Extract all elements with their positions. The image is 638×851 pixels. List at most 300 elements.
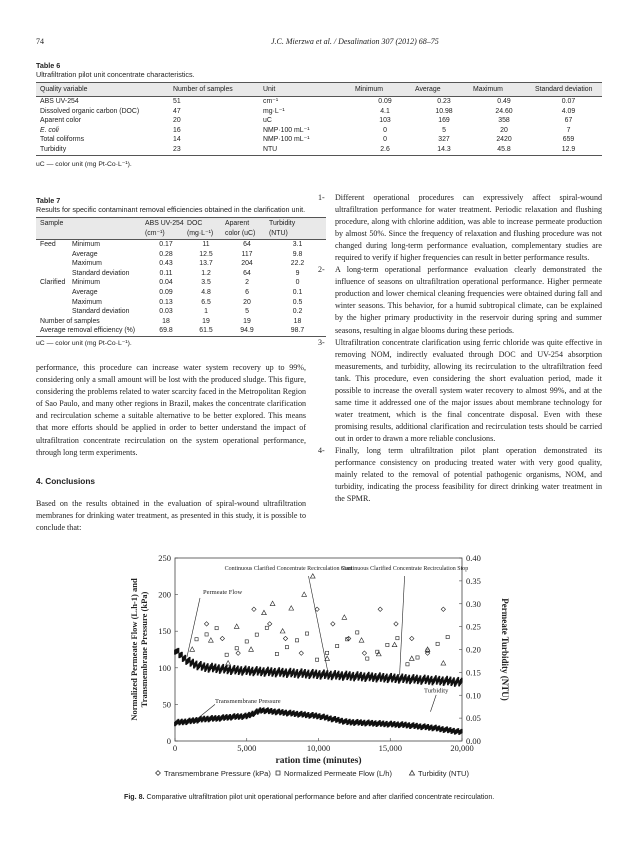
permeate-flow-mark bbox=[234, 665, 236, 670]
permeate-flow-mark bbox=[319, 670, 321, 675]
conclusion-text: Ultrafiltration concentrate clarification using ferric chloride was quite effective in removing NOM, indirectly evaluated through DOC and UV-254 absorption measurements, and turbidity, allowing its recirculation to the ultrafiltration feed tank. This procedure, even considering the short evaluation period, made it possible to increase the overall system water recovery to almost 99%, and at the same time it addressed one of the major issues about membrane technology for water treatment, which is the final concentrate disposal. Even with these promising results, additional clarification and recirculation tests should be carried out in order to drawn a more reliable conclusions. bbox=[335, 337, 602, 443]
table7-cell: 1.2 bbox=[201, 269, 211, 277]
permeate-flow-mark bbox=[304, 669, 306, 674]
permeate-flow-mark bbox=[457, 677, 459, 682]
permeate-flow-mark bbox=[334, 670, 336, 675]
permeate-flow-mark bbox=[345, 671, 347, 676]
table7-cell: 2 bbox=[245, 279, 249, 287]
conclusion-item bbox=[318, 192, 602, 264]
y-left-tick-label: 100 bbox=[158, 662, 171, 673]
table7-cell: Minimum bbox=[72, 241, 100, 248]
table6-col-header: Average bbox=[415, 83, 473, 97]
annotation-permeate-flow-arrow bbox=[187, 598, 200, 657]
figure-8 bbox=[100, 548, 540, 788]
table6-cell: 0 bbox=[383, 126, 387, 134]
tmp-outlier bbox=[220, 636, 224, 640]
permeate-flow-mark bbox=[424, 675, 426, 680]
table6-cell: 51 bbox=[173, 98, 181, 105]
permeate-flow-mark bbox=[196, 661, 198, 666]
table7-header-row bbox=[36, 218, 326, 240]
table7-cell: 0.11 bbox=[159, 269, 173, 277]
table6-col-header: Number of samples bbox=[173, 83, 263, 97]
table7-cell: Feed bbox=[40, 241, 56, 248]
permeate-flow-mark bbox=[240, 666, 242, 671]
permeate-flow-mark bbox=[301, 668, 303, 673]
legend-diamond-icon bbox=[156, 771, 161, 776]
table6-cell: 659 bbox=[562, 136, 575, 144]
permeate-flow-outlier bbox=[235, 647, 238, 650]
table6-cell: 47 bbox=[173, 107, 181, 115]
conclusions-intro bbox=[36, 498, 306, 534]
permeate-flow-mark bbox=[375, 673, 377, 678]
legend-triangle-icon bbox=[409, 770, 414, 775]
annotation-stop: Continuous Clarified Concentrate Recirculation Stop bbox=[340, 566, 469, 572]
table7-row bbox=[36, 259, 326, 269]
permeate-flow-mark bbox=[211, 663, 213, 668]
turbidity-mark bbox=[302, 592, 307, 596]
turbidity-mark bbox=[392, 642, 397, 646]
table7-cell: 20 bbox=[243, 298, 251, 306]
permeate-flow-mark bbox=[267, 667, 269, 672]
tmp-outlier bbox=[204, 622, 208, 626]
tmp-outlier bbox=[283, 636, 287, 640]
table6-cell: NTU bbox=[263, 145, 355, 155]
permeate-flow-outlier bbox=[326, 651, 329, 654]
permeate-flow-mark bbox=[360, 672, 362, 677]
permeate-flow-outlier bbox=[255, 633, 258, 636]
permeate-flow-mark bbox=[401, 674, 403, 679]
permeate-flow-mark bbox=[379, 672, 381, 677]
permeate-flow-mark bbox=[352, 672, 354, 677]
table6-cell: cm⁻¹ bbox=[263, 98, 279, 105]
table7-cell: 18 bbox=[162, 317, 170, 325]
permeate-flow-mark bbox=[397, 674, 399, 679]
table6-cell: 0 bbox=[383, 136, 387, 144]
permeate-flow-mark bbox=[450, 677, 452, 682]
table6-cell: 14 bbox=[173, 136, 181, 144]
conclusion-number: 1- bbox=[318, 193, 325, 202]
table7-cell: 19 bbox=[202, 317, 210, 325]
table6-cell: 0.23 bbox=[437, 98, 451, 105]
y-right-tick-label: 0.00 bbox=[466, 736, 481, 746]
table7-cell: 9.8 bbox=[292, 250, 303, 258]
table6-col-header: Unit bbox=[263, 83, 355, 97]
legend-square-icon bbox=[276, 771, 280, 775]
table7-cell: 3.1 bbox=[292, 241, 303, 248]
table6-cell: NMP·100 mL⁻¹ bbox=[263, 136, 310, 144]
x-tick-label: 5,000 bbox=[237, 743, 257, 753]
permeate-flow-outlier bbox=[205, 633, 208, 636]
table7-cell: 11 bbox=[202, 241, 210, 248]
table7-cell: Average removal efficiency (%) bbox=[36, 326, 145, 336]
permeate-flow-mark bbox=[446, 676, 448, 681]
table6-cell: 169 bbox=[438, 117, 450, 125]
table7-row bbox=[36, 326, 326, 336]
permeate-flow-outlier bbox=[285, 646, 288, 649]
turbidity-mark bbox=[249, 647, 254, 651]
table7-cell: 22.2 bbox=[290, 260, 305, 268]
permeate-flow-mark bbox=[408, 675, 410, 680]
permeate-flow-mark bbox=[438, 676, 440, 681]
permeate-flow-mark bbox=[330, 671, 332, 676]
permeate-flow-mark bbox=[181, 652, 183, 657]
permeate-flow-outlier bbox=[245, 640, 248, 643]
tmp-outlier bbox=[410, 636, 414, 640]
permeate-flow-outlier bbox=[225, 653, 228, 656]
table6-cell: 12.9 bbox=[535, 145, 602, 155]
table6-row bbox=[36, 107, 602, 117]
permeate-flow-mark bbox=[461, 678, 463, 683]
conclusion-text: A long-term operational performance evaluation clearly demonstrated the influence of seasons on ultrafiltration operational performance. Higher permeate production and lower chemical cleaning frequencies were obtained during fall and winter seasons. This behavior, for a humid subtropical climate, can be explained by the higher primary productivity in the reservoir during spring and summer seasons, resulting in algae blooms during these periods. bbox=[335, 265, 602, 335]
table6-cell: 45.8 bbox=[473, 145, 535, 155]
turbidity-mark bbox=[262, 610, 267, 614]
permeate-flow-mark bbox=[218, 664, 220, 669]
turbidity-mark bbox=[310, 574, 315, 578]
table7 bbox=[36, 217, 326, 337]
permeate-flow-mark bbox=[200, 661, 202, 666]
permeate-flow-mark bbox=[349, 671, 351, 676]
table6-cell: 2420 bbox=[496, 136, 512, 144]
annotation-permeate-flow: Permeate Flow bbox=[203, 589, 243, 596]
table7-col-header bbox=[225, 218, 269, 240]
table7-cell: 64 bbox=[243, 241, 251, 248]
permeate-flow-mark bbox=[229, 666, 231, 671]
legend-label: Normalized Permeate Flow (L/h) bbox=[284, 769, 392, 778]
table7-col-header-line1: DOC bbox=[187, 220, 203, 227]
turbidity-mark bbox=[289, 606, 294, 610]
table6-title: Ultrafiltration pilot unit concentrate characteristics. bbox=[36, 70, 195, 79]
turbidity-mark bbox=[190, 647, 195, 651]
table7-row bbox=[36, 288, 326, 298]
table6-cell: Dissolved organic carbon (DOC) bbox=[40, 107, 140, 115]
table7-cell: Maximum bbox=[72, 260, 102, 268]
table7-col-header-line2: (mg·L⁻¹) bbox=[187, 229, 214, 237]
tmp-outlier bbox=[331, 622, 335, 626]
permeate-flow-outlier bbox=[295, 639, 298, 642]
table7-cell bbox=[36, 288, 72, 298]
permeate-flow-outlier bbox=[315, 658, 318, 661]
table7-cell: 6 bbox=[245, 288, 249, 296]
table7-row bbox=[36, 317, 326, 327]
permeate-flow-mark bbox=[419, 675, 421, 680]
table7-cell: 0.09 bbox=[159, 288, 173, 296]
table6-cell: 4.09 bbox=[561, 107, 576, 115]
conclusion-text: Different operational procedures can expressively affect spiral-wound ultrafiltration performance for water treatment. Periodic relaxation and flushing procedure, along with chlorine addition, was able to increase permeate production by almost 50%. Since the frequency of relaxation and flushing procedure was not changed during long-term performance evaluation, complementary studies are required to verify if higher frequencies can result in better performance results. bbox=[335, 193, 602, 263]
turbidity-mark bbox=[234, 624, 239, 628]
table7-cell: Clarified bbox=[40, 279, 66, 287]
table7-row bbox=[36, 298, 326, 308]
tmp-outlier bbox=[441, 607, 445, 611]
table6-cell: uC bbox=[263, 117, 272, 125]
permeate-flow-mark bbox=[215, 664, 217, 669]
figure-caption-label: Fig. 8. bbox=[124, 793, 145, 801]
permeate-flow-mark bbox=[413, 674, 415, 679]
table7-cell: 64 bbox=[243, 269, 251, 277]
x-tick-label: 15,000 bbox=[378, 743, 402, 753]
permeate-flow-mark bbox=[256, 666, 258, 671]
permeate-flow-mark bbox=[263, 667, 265, 672]
table7-title: Results for specific contaminant removal efficiencies obtained in the clarification unit. bbox=[36, 205, 306, 214]
table7-label: Table 7 bbox=[36, 196, 61, 205]
table6-cell: 0.49 bbox=[497, 98, 511, 105]
permeate-flow-mark bbox=[427, 675, 429, 680]
table6-cell: NMP·100 mL⁻¹ bbox=[263, 126, 310, 134]
table6-cell: 4.1 bbox=[380, 107, 390, 115]
table7-cell: 69.8 bbox=[145, 326, 187, 336]
performance-chart bbox=[100, 548, 540, 788]
turbidity-mark bbox=[280, 629, 285, 633]
tmp-outlier bbox=[394, 622, 398, 626]
permeate-flow-outlier bbox=[406, 663, 409, 666]
y-right-tick-label: 0.40 bbox=[466, 553, 481, 563]
table7-note: uC — color unit (mg Pt-Co·L⁻¹). bbox=[36, 340, 132, 347]
permeate-flow-mark bbox=[178, 648, 180, 653]
table7-col-header bbox=[145, 218, 187, 240]
table7-cell: 204 bbox=[241, 260, 253, 268]
permeate-flow-mark bbox=[222, 664, 224, 669]
y-right-tick-label: 0.30 bbox=[466, 598, 481, 609]
turbidity-mark bbox=[359, 638, 364, 642]
table6-cell: Aparent color bbox=[40, 117, 81, 125]
table6-cell: 14.3 bbox=[415, 145, 473, 155]
permeate-flow-mark bbox=[442, 676, 444, 681]
table6-cell: E. coli bbox=[40, 126, 59, 134]
permeate-flow-mark bbox=[364, 672, 366, 677]
conclusion-item bbox=[318, 264, 602, 336]
table7-cell: Number of samples bbox=[40, 317, 100, 325]
permeate-flow-mark bbox=[248, 666, 250, 671]
tmp-outlier bbox=[378, 607, 382, 611]
table7-col-header-line2: (cm⁻¹) bbox=[145, 229, 165, 237]
permeate-flow-mark bbox=[293, 668, 295, 673]
permeate-flow-mark bbox=[416, 675, 418, 680]
journal-citation: J.C. Mierzwa et al. / Desalination 307 (2012) 68–75 bbox=[271, 37, 439, 46]
table7-cell: 0.5 bbox=[292, 298, 303, 306]
figure-caption bbox=[124, 793, 494, 801]
permeate-flow-mark bbox=[390, 673, 392, 678]
table6-cell: 103 bbox=[379, 117, 391, 125]
table7-cell: 0.17 bbox=[159, 241, 173, 248]
table7-col-header-line2: color (uC) bbox=[225, 229, 256, 237]
permeate-flow-mark bbox=[184, 655, 186, 660]
y-left-axis-label-line2: Transmembrane Pressure (kPa) bbox=[139, 591, 149, 708]
turbidity-mark bbox=[409, 656, 414, 660]
page-number: 74 bbox=[36, 37, 44, 46]
table6-cell: 7 bbox=[566, 126, 571, 134]
table7-col-header bbox=[36, 218, 72, 240]
table7-cell: Standard deviation bbox=[72, 269, 130, 277]
y-right-tick-label: 0.05 bbox=[466, 713, 481, 724]
table6-cell: 358 bbox=[498, 117, 510, 125]
tmp-mark bbox=[461, 729, 463, 733]
permeate-flow-outlier bbox=[336, 644, 339, 647]
table7-col-header-line1: Aparent bbox=[225, 220, 250, 227]
table6-cell: Total coliforms bbox=[40, 136, 85, 144]
turbidity-mark bbox=[441, 661, 446, 665]
table7-col-header bbox=[72, 218, 145, 240]
permeate-flow-mark bbox=[274, 668, 276, 673]
permeate-flow-mark bbox=[259, 667, 261, 672]
legend-label: Turbidity (NTU) bbox=[418, 769, 469, 778]
annotation-stop-arrow bbox=[400, 576, 405, 675]
table7-cell: Average bbox=[72, 250, 98, 258]
table7-col-header-line1: Turbidity bbox=[269, 220, 296, 227]
permeate-flow-outlier bbox=[275, 652, 278, 655]
table7-cell bbox=[36, 269, 72, 279]
permeate-flow-mark bbox=[315, 670, 317, 675]
permeate-flow-mark bbox=[368, 672, 370, 677]
conclusions-list bbox=[318, 192, 602, 505]
permeate-flow-mark bbox=[435, 675, 437, 680]
permeate-flow-outlier bbox=[356, 631, 359, 634]
table6-row bbox=[36, 97, 602, 107]
permeate-flow-mark bbox=[357, 671, 359, 676]
y-right-tick-label: 0.25 bbox=[466, 621, 481, 632]
table7-cell: 0.1 bbox=[292, 288, 303, 296]
table6-col-header: Standard deviation bbox=[535, 83, 602, 97]
permeate-flow-mark bbox=[338, 671, 340, 676]
table7-cell: 6.5 bbox=[201, 298, 211, 306]
table6-cell: mg·L⁻¹ bbox=[263, 107, 285, 115]
table6-col-header: Maximum bbox=[473, 83, 535, 97]
table7-cell: Maximum bbox=[72, 298, 102, 306]
table6-col-header: Quality variable bbox=[36, 83, 173, 97]
table7-cell: 0.2 bbox=[292, 308, 303, 316]
table6 bbox=[36, 82, 602, 156]
x-tick-label: 20,000 bbox=[450, 743, 474, 753]
table7-cell: 61.5 bbox=[187, 326, 225, 336]
y-left-tick-label: 150 bbox=[158, 626, 171, 637]
tmp-outlier bbox=[362, 651, 366, 655]
table7-row bbox=[36, 307, 326, 317]
table7-cell: 94.9 bbox=[225, 326, 269, 336]
permeate-flow-outlier bbox=[416, 656, 419, 659]
permeate-flow-outlier bbox=[396, 637, 399, 640]
table7-cell: 117 bbox=[241, 250, 253, 258]
table7-cell: 5 bbox=[245, 308, 249, 316]
y-left-tick-label: 250 bbox=[158, 553, 171, 563]
permeate-flow-outlier bbox=[215, 627, 218, 630]
table7-cell: Average bbox=[72, 288, 98, 296]
table6-cell: 16 bbox=[173, 126, 181, 134]
table7-cell bbox=[36, 250, 72, 260]
permeate-flow-outlier bbox=[195, 638, 198, 641]
table7-row bbox=[36, 269, 326, 279]
table7-cell: Standard deviation bbox=[72, 308, 130, 316]
table7-cell: 0.28 bbox=[159, 250, 173, 258]
annotation-tmp: Transmembrane Pressure bbox=[215, 697, 281, 705]
tmp-outlier bbox=[252, 607, 256, 611]
permeate-flow-mark bbox=[394, 674, 396, 679]
permeate-flow-mark bbox=[285, 668, 287, 673]
table7-cell: 13.7 bbox=[199, 260, 213, 268]
table6-cell: 0.07 bbox=[561, 98, 576, 105]
table6-cell: 0.09 bbox=[378, 98, 392, 105]
tmp-outlier bbox=[236, 651, 240, 655]
figure-caption-text: Comparative ultrafiltration pilot unit operational performance before and after clarified concentrate recirculation. bbox=[146, 793, 495, 801]
permeate-flow-outlier bbox=[446, 635, 449, 638]
table7-row bbox=[36, 278, 326, 288]
permeate-flow-mark bbox=[312, 669, 314, 674]
x-tick-label: 0 bbox=[172, 743, 178, 753]
table6-label: Table 6 bbox=[36, 61, 61, 70]
table7-cell: 0.43 bbox=[159, 260, 173, 268]
y-left-tick-label: 0 bbox=[166, 736, 171, 746]
permeate-flow-mark bbox=[431, 676, 433, 681]
discussion-paragraph bbox=[36, 362, 306, 459]
table7-col-header bbox=[187, 218, 225, 240]
annotation-turbidity: Turbidity bbox=[424, 687, 449, 695]
turbidity-mark bbox=[226, 661, 231, 665]
table7-cell: 0.13 bbox=[159, 298, 173, 306]
table7-cell: 9 bbox=[295, 269, 300, 277]
table7-cell: Minimum bbox=[72, 279, 100, 287]
page-header bbox=[36, 37, 602, 49]
y-right-tick-label: 0.15 bbox=[466, 667, 481, 678]
table6-cell: 20 bbox=[173, 117, 181, 125]
annotation-start: Continuous Clarified Concentrate Recirculation Start bbox=[224, 566, 353, 572]
permeate-flow-mark bbox=[382, 673, 384, 678]
conclusion-number: 4- bbox=[318, 445, 325, 455]
table7-cell: 18 bbox=[293, 317, 302, 325]
permeate-flow-outlier bbox=[436, 642, 439, 645]
legend-label: Transmembrane Pressure (kPa) bbox=[164, 769, 271, 778]
table7-caption bbox=[36, 196, 305, 214]
table7-row bbox=[36, 240, 326, 250]
table6-row bbox=[36, 126, 602, 136]
permeate-flow-mark bbox=[308, 670, 310, 675]
table7-cell bbox=[36, 259, 72, 269]
table7-cell: 0.03 bbox=[159, 308, 173, 316]
permeate-flow-mark bbox=[203, 662, 205, 667]
permeate-flow-mark bbox=[341, 671, 343, 676]
permeate-flow-mark bbox=[226, 665, 228, 670]
conclusion-number: 2- bbox=[318, 265, 325, 275]
table7-cell: 98.7 bbox=[269, 326, 326, 336]
table6-note: uC — color unit (mg Pt-Co·L⁻¹). bbox=[36, 161, 132, 168]
turbidity-mark bbox=[208, 638, 213, 642]
permeate-flow-mark bbox=[453, 677, 455, 682]
discussion-paragraph-text: performance, this procedure can increase water system recovery up to 99%, considering only a small amount will be lost with the produced sludge. This figure, considering the problems related to water scarcity faced in the Metropolitan Region of Sao Paulo, and many other regions in Brazil, makes the concentrate clarification and recirculation scheme a suitable alternative to be better explored. This means that more efforts should be applied in order to better understand the impact of ultrafiltration concentrate recirculation on the system operational performance, through long term experiments. bbox=[36, 363, 306, 457]
x-tick-label: 10,000 bbox=[306, 743, 331, 753]
permeate-flow-mark bbox=[278, 667, 280, 672]
table6-row bbox=[36, 116, 602, 126]
table6-row bbox=[36, 135, 602, 145]
table6-cell: 5 bbox=[442, 126, 446, 134]
y-right-tick-label: 0.35 bbox=[466, 575, 481, 586]
table7-cell: 12.5 bbox=[199, 250, 213, 258]
table6-row bbox=[36, 145, 602, 155]
turbidity-mark bbox=[270, 601, 275, 605]
permeate-flow-outlier bbox=[366, 657, 369, 660]
y-right-axis-label: Permeate Turbidity (NTU) bbox=[500, 598, 510, 701]
permeate-flow-mark bbox=[282, 668, 284, 673]
conclusion-item bbox=[318, 445, 602, 505]
annotation-turbidity-arrow bbox=[430, 695, 436, 712]
permeate-flow-mark bbox=[237, 666, 239, 671]
table7-cell: 1 bbox=[204, 308, 208, 316]
permeate-flow-outlier bbox=[265, 626, 268, 629]
table6-header-row bbox=[36, 83, 602, 97]
y-left-tick-label: 50 bbox=[162, 699, 171, 710]
table6-cell: 23 bbox=[173, 145, 263, 155]
permeate-flow-mark bbox=[245, 666, 247, 671]
conclusion-text: Finally, long term ultrafiltration pilot plant operation demonstrated its performance consistency on producing treated water with very good quality, mainly related to the removal of potential pathogenic organisms, NOM, and turbidity, indicating the process feasibility for direct drinking water treatment in the SPMR. bbox=[335, 445, 602, 504]
conclusions-intro-text: Based on the results obtained in the evaluation of spiral-wound ultrafiltration membranes for drinking water treatment, as presented in this study, it is possible to conclude that: bbox=[36, 499, 306, 533]
table7-cell: 4.8 bbox=[201, 288, 211, 296]
permeate-flow-mark bbox=[386, 674, 388, 679]
permeate-flow-outlier bbox=[386, 643, 389, 646]
